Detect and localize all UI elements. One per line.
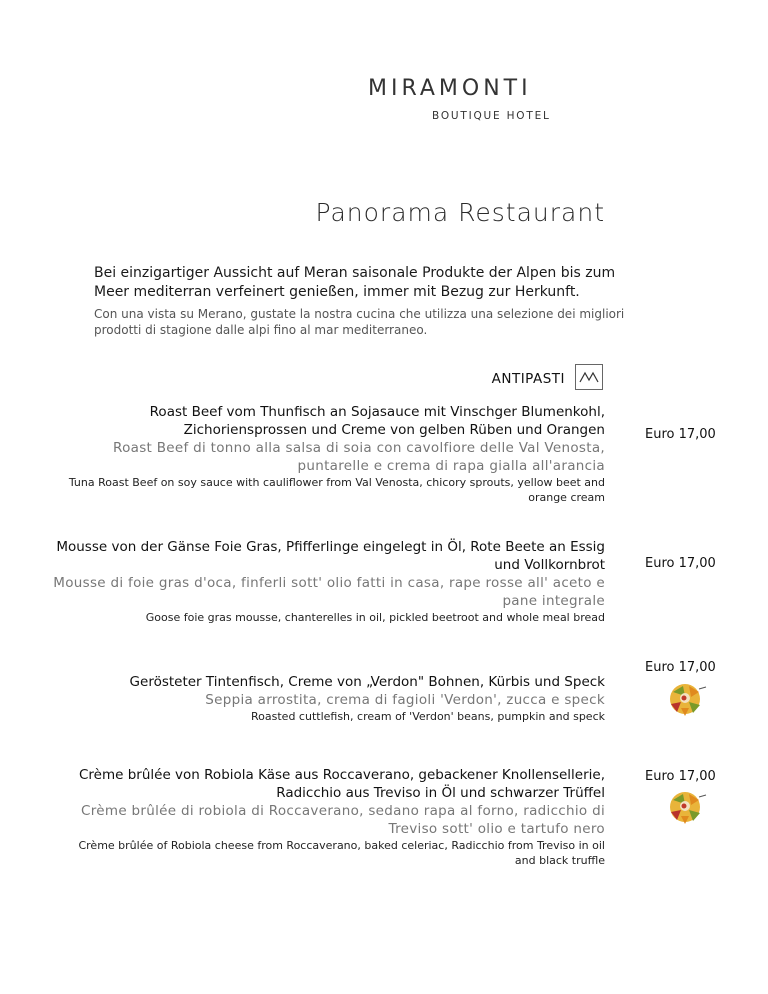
section-title: ANTIPASTI <box>491 371 565 387</box>
restaurant-title: Panorama Restaurant <box>315 198 605 227</box>
dish-name-english: Tuna Roast Beef on soy sauce with cauliflower from Val Venosta, chicory sprouts, yellow beet and orange cream <box>68 476 605 504</box>
intro-german: Bei einzigartiger Aussicht auf Meran saisonale Produkte der Alpen bis zum Meer mediterran verfeinert genießen, immer mit Bezug zur Herkunft. <box>94 265 616 300</box>
dish-item <box>45 403 605 505</box>
dish-name-italian: Roast Beef di tonno alla salsa di soia con cavolfiore delle Val Venosta, puntarelle e crema di rapa gialla all'arancia <box>113 440 605 474</box>
dish-price: Euro 17,00 <box>645 556 716 571</box>
dish-name-italian: Crème brûlée di robiola di Roccaverano, sedano rapa al forno, radicchio di Treviso sott' olio e tartufo nero <box>80 803 605 837</box>
dish-name-german: Roast Beef vom Thunfisch an Sojasauce mit Vinschger Blumenkohl, Zichoriensprossen und Creme von gelben Rüben und Orangen <box>149 404 605 438</box>
logo-subtitle: BOUTIQUE HOTEL <box>432 110 551 122</box>
intro-italian: Con una vista su Merano, gustate la nostra cucina che utilizza una selezione dei migliori prodotti di stagione dalle alpi fino al mar mediterraneo. <box>94 307 625 337</box>
dish-name-german: Crème brûlée von Robiola Käse aus Roccaverano, gebackener Knollensellerie, Radicchio aus Treviso in Öl und schwarzer Trüffel <box>79 767 605 801</box>
dish-price: Euro 17,00 <box>645 769 716 784</box>
dish-name-english: Crème brûlée of Robiola cheese from Roccaverano, baked celeriac, Radicchio from Treviso in oil and black truffle <box>78 839 605 867</box>
dish-price: Euro 17,00 <box>645 427 716 442</box>
dish-item <box>45 538 605 625</box>
hotel-logo <box>368 70 608 130</box>
intro-block <box>94 264 634 338</box>
dish-name-italian: Seppia arrostita, crema di fagioli 'Verdon', zucca e speck <box>205 692 605 708</box>
dish-item <box>105 673 605 724</box>
dish-name-german: Mousse von der Gänse Foie Gras, Pfifferlinge eingelegt in Öl, Rote Beete an Essig und Vollkornbrot <box>56 539 605 573</box>
dish-name-italian: Mousse di foie gras d'oca, finferli sott' olio fatti in casa, rape rosse all' aceto e pane integrale <box>53 575 605 609</box>
dish-name-english: Goose foie gras mousse, chanterelles in oil, pickled beetroot and whole meal bread <box>145 611 605 624</box>
dish-name-english: Roasted cuttlefish, cream of 'Verdon' beans, pumpkin and speck <box>251 710 605 723</box>
seasonal-flower-icon <box>663 678 709 720</box>
mountain-icon <box>575 364 603 390</box>
dish-name-german: Gerösteter Tintenfisch, Creme von „Verdon" Bohnen, Kürbis und Speck <box>129 674 605 690</box>
logo-wordmark: MIRAMONTI <box>368 76 532 101</box>
dish-price: Euro 17,00 <box>645 660 716 675</box>
dish-item <box>65 766 605 868</box>
seasonal-flower-icon <box>663 786 709 828</box>
